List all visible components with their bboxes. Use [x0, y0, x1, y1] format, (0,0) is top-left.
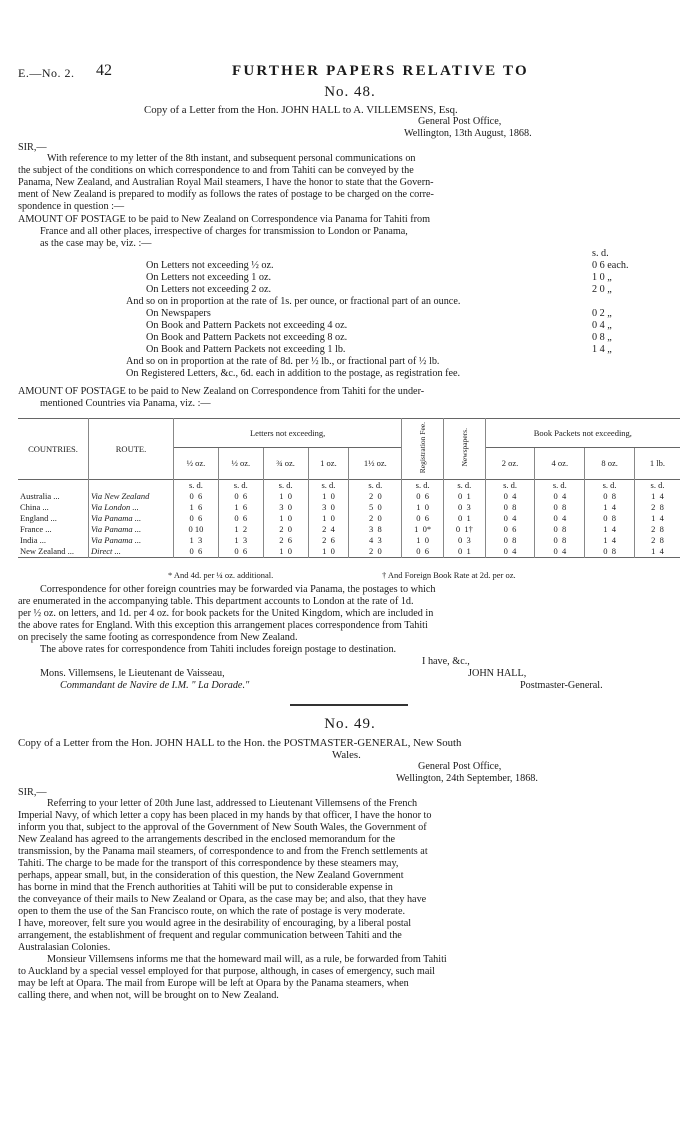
letter-48-body-line: the subject of the conditions on which correspondence to and from Tahiti can be conveyed by the [18, 165, 414, 176]
rate-cell: 1 3 [174, 535, 219, 546]
rate-cell: 0 8 [585, 546, 635, 558]
table-row [18, 513, 680, 524]
letter-48-number: No. 48. [324, 84, 376, 100]
rate-cell: 1 6 [218, 502, 263, 513]
rate-amount: 1 4 „ [592, 344, 612, 355]
sd-label: s. d. [402, 480, 444, 492]
table-row [18, 535, 680, 546]
letter-49-heading-2: Wales. [332, 749, 361, 761]
rate-cell: 1 4 [634, 546, 680, 558]
so-on-line: And so on in proportion at the rate of 1s. per ounce, or fractional part of an ounce. [126, 296, 461, 307]
signer-name: JOHN HALL, [468, 668, 527, 679]
route-cell: Via Panama ... [89, 535, 174, 546]
letter-49-body-line: calling there, and when not, will be brought on to New Zealand. [18, 990, 279, 1001]
rate-cell: 2 0 [263, 524, 308, 535]
book-weight: 1 lb. [634, 448, 680, 480]
rate-cell: 2 6 [308, 535, 349, 546]
rate-cell: 2 0 [349, 513, 402, 524]
section-divider [290, 704, 408, 706]
rate-cell: 0 8 [535, 535, 585, 546]
registered-line: On Registered Letters, &c., 6d. each in addition to the postage, as registration fee. [126, 368, 461, 379]
letter-49-office: General Post Office, [418, 761, 502, 772]
postage-rates-table [18, 418, 680, 558]
table-footnote-1: * And 4d. per ¼ oz. additional. [168, 570, 274, 580]
rate-cell: 4 3 [349, 535, 402, 546]
letter-49-body-line: arrangement, the establishment of frequent and regular communication between Tahiti and the [18, 930, 402, 941]
rate-cell: 0 1 [443, 491, 485, 502]
country-cell: India ... [20, 535, 46, 545]
table-row [18, 502, 680, 513]
amount-heading-line: as the case may be, viz. :— [40, 238, 152, 249]
letter-49-body-line: the conveyance of their mails to New Zealand or Opara, as the case may be; and also, that they have [18, 894, 427, 905]
rate-cell: 0 6 [218, 491, 263, 502]
letter-49-body-line: Imperial Navy, of which letter a copy has been placed in my hands by that officer, I have the honor to [18, 810, 432, 821]
route-cell: Via Panama ... [89, 524, 174, 535]
sd-label: s. d. [485, 480, 535, 492]
rate-cell: 0 6 [402, 546, 444, 558]
rate-cell: 0 8 [535, 524, 585, 535]
amount2-line: AMOUNT OF POSTAGE to be paid to New Zealand on Correspondence from Tahiti for the under- [18, 386, 425, 397]
letter-weight: 1 oz. [308, 448, 349, 480]
closing-line: Correspondence for other foreign countries may be forwarded via Panama, the postages to which [40, 584, 436, 595]
addressee-line-2: Commandant de Navire de I.M. " La Dorade." [60, 680, 250, 691]
sd-label: s. d. [308, 480, 349, 492]
col-route: ROUTE. [89, 419, 174, 480]
letter-48-body-line: With reference to my letter of the 8th instant, and subsequent personal communications on [47, 153, 416, 164]
country-cell: France ... [20, 524, 52, 534]
rate-cell: 1 2 [218, 524, 263, 535]
country-cell: England ... [20, 513, 57, 523]
sd-label: s. d. [218, 480, 263, 492]
letter-48-office: General Post Office, [418, 116, 502, 127]
letter-48-body-line: Panama, New Zealand, and Australian Royal Mail steamers, I have the honor to state that the Govern- [18, 177, 434, 188]
country-cell: China ... [20, 502, 49, 512]
rate-label: On Book and Pattern Packets not exceeding 1 lb. [146, 344, 346, 355]
letter-49-body-line: I have, moreover, felt sure you would agree in the desirability of encouraging, by a liberal postal [18, 918, 412, 929]
rate-amount: 0 4 „ [592, 320, 612, 331]
letter-49-body-line: Monsieur Villemsens informs me that the homeward mail will, as a rule, be forwarded from Tahiti [47, 954, 447, 965]
rate-amount: 1 0 „ [592, 272, 612, 283]
letter-49-body-line: open to them the use of the San Francisco route, on which the rate of postage is very moderate. [18, 906, 406, 917]
rate-cell: 1 0 [308, 513, 349, 524]
rate-cell: 1 4 [585, 502, 635, 513]
rate-cell: 1 4 [585, 524, 635, 535]
rate-cell: 0 6 [218, 546, 263, 558]
rate-label: On Letters not exceeding ½ oz. [146, 260, 274, 271]
letter-49-body-line: Tahiti. The charge to be made for the transport of this correspondence by these steamers may, [18, 858, 399, 869]
rate-cell: 0 6 [174, 546, 219, 558]
letter-49-body-line: transmission, by the Panama mail steamers, of correspondence to and from the French settlements at [18, 846, 428, 857]
rate-cell: 0 4 [535, 546, 585, 558]
letter-49-body-line: perhaps, appear small, but, in the consideration of this question, the New Zealand Government [18, 870, 404, 881]
rate-label: On Letters not exceeding 1 oz. [146, 272, 272, 283]
rate-cell: 3 0 [263, 502, 308, 513]
rate-cell: 2 0 [349, 491, 402, 502]
closing-line: on precisely the same footing as correspondence from New Zealand. [18, 632, 298, 643]
rate-amount: 2 0 „ [592, 284, 612, 295]
rate-label: On Book and Pattern Packets not exceeding 8 oz. [146, 332, 348, 343]
rate-cell: 2 8 [634, 535, 680, 546]
route-cell: Via Panama ... [89, 513, 174, 524]
letter-49-salutation: SIR,— [18, 787, 47, 798]
rate-cell: 0 8 [485, 502, 535, 513]
letter-weight: 1½ oz. [349, 448, 402, 480]
route-cell: Via London ... [89, 502, 174, 513]
rate-cell: 1 0 [308, 491, 349, 502]
rate-cell: 0 4 [485, 546, 535, 558]
rate-amount: 0 2 „ [592, 308, 612, 319]
letter-49-body-line: Referring to your letter of 20th June last, addressed to Lieutenant Villemsens of the French [47, 798, 418, 809]
sd-label: s. d. [174, 480, 219, 492]
closing-line: per ½ oz. on letters, and 1d. per 4 oz. for book packets for the United Kingdom, which are included in [18, 608, 434, 619]
sign-have: I have, &c., [422, 656, 470, 667]
rate-cell: 2 8 [634, 502, 680, 513]
rate-label: On Book and Pattern Packets not exceeding 4 oz. [146, 320, 348, 331]
table-footnote-2: † And Foreign Book Rate at 2d. per oz. [382, 570, 516, 580]
rate-cell: 1 0 [263, 491, 308, 502]
letter-48-salutation: SIR,— [18, 142, 47, 153]
so-on-line: And so on in proportion at the rate of 8d. per ½ lb., or fractional part of ½ lb. [126, 356, 440, 367]
rate-cell: 0 4 [535, 491, 585, 502]
rate-cell: 1 3 [218, 535, 263, 546]
rate-cell: 3 0 [308, 502, 349, 513]
rate-cell: 2 0 [349, 546, 402, 558]
closing-line: the above rates for England. With this exception this arrangement places correspondence from Tahiti [18, 620, 428, 631]
rate-cell: 1 0 [263, 513, 308, 524]
closing-line: The above rates for correspondence from Tahiti includes foreign postage to destination. [40, 644, 397, 655]
amount-heading-line: AMOUNT OF POSTAGE to be paid to New Zealand on Correspondence via Panama for Tahiti from [18, 214, 431, 225]
rate-cell: 1 0* [402, 524, 444, 535]
rate-cell: 1 4 [634, 513, 680, 524]
rate-cell: 2 8 [634, 524, 680, 535]
addressee-line-1: Mons. Villemsens, le Lieutenant de Vaisseau, [40, 668, 225, 679]
letter-49-body-line: New Zealand has agreed to the arrangements described in the enclosed memorandum for the [18, 834, 396, 845]
sd-label: s. d. [585, 480, 635, 492]
col-letters: Letters not exceeding, [174, 419, 402, 448]
rate-cell: 3 8 [349, 524, 402, 535]
rate-cell: 0 1 [443, 546, 485, 558]
rate-label: On Letters not exceeding 2 oz. [146, 284, 272, 295]
route-cell: Direct ... [89, 546, 174, 558]
book-weight: 8 oz. [585, 448, 635, 480]
rate-label: On Newspapers [146, 308, 211, 319]
sd-header: s. d. [592, 248, 609, 259]
rate-cell: 1 6 [174, 502, 219, 513]
letter-48-body-line: spondence in question :— [18, 201, 125, 212]
closing-line: are enumerated in the accompanying table. This department accounts to London at the rate of 1d. [18, 596, 414, 607]
letter-49-body-line: inform you that, subject to the approval of the Government of New South Wales, the Government of [18, 822, 427, 833]
table-row [18, 546, 680, 558]
amount-heading-line: France and all other places, irrespective of charges for transmission to London or Panama, [40, 226, 408, 237]
rate-cell: 0 3 [443, 535, 485, 546]
rate-cell: 2 4 [308, 524, 349, 535]
rate-cell: 0 3 [443, 502, 485, 513]
country-cell: Australia ... [20, 491, 60, 501]
rate-cell: 2 6 [263, 535, 308, 546]
sd-label: s. d. [535, 480, 585, 492]
rate-cell: 0 4 [535, 513, 585, 524]
rate-cell: 0 4 [485, 513, 535, 524]
col-newspapers: Newspapers. [459, 428, 469, 467]
sd-label: s. d. [349, 480, 402, 492]
rate-cell: 0 6 [174, 513, 219, 524]
rate-cell: 0 10 [174, 524, 219, 535]
rate-cell: 0 6 [402, 491, 444, 502]
letter-weight: ½ oz. [218, 448, 263, 480]
rate-cell: 5 0 [349, 502, 402, 513]
letter-48-body-line: ment of New Zealand is prepared to modify as follows the rates of postage to be charged on the corre- [18, 189, 434, 200]
rate-cell: 0 6 [402, 513, 444, 524]
letter-49-body-line: has borne in mind that the French authorities at Tahiti will be put to considerable expense in [18, 882, 393, 893]
rate-cell: 0 1 [443, 513, 485, 524]
rate-cell: 0 8 [585, 513, 635, 524]
letter-49-body-line: to Auckland by a special vessel employed for that purpose, although, in cases of emergency, such mail [18, 966, 436, 977]
table-row [18, 491, 680, 502]
rate-cell: 1 4 [634, 491, 680, 502]
page-number: 42 [96, 62, 112, 79]
letter-49-body-line: may be left at Opara. The mail from Europe will be left at Opara by the Panama steamers, when [18, 978, 409, 989]
sd-label: s. d. [634, 480, 680, 492]
rate-cell: 1 0 [402, 535, 444, 546]
rate-cell: 1 0 [263, 546, 308, 558]
rate-amount: 0 8 „ [592, 332, 612, 343]
document-reference: E.—No. 2. [18, 66, 75, 80]
letter-49-body-line: Australasian Colonies. [18, 942, 111, 953]
book-weight: 2 oz. [485, 448, 535, 480]
rate-cell: 0 6 [218, 513, 263, 524]
letter-weight: ¾ oz. [263, 448, 308, 480]
rate-cell: 0 8 [485, 535, 535, 546]
rate-cell: 0 1† [443, 524, 485, 535]
letter-48-heading: Copy of a Letter from the Hon. JOHN HALL to A. VILLEMSENS, Esq. [144, 104, 458, 116]
sd-label: s. d. [443, 480, 485, 492]
letter-48-date: Wellington, 13th August, 1868. [404, 128, 532, 139]
col-registration: Registration Fee. [418, 421, 428, 474]
letter-49-number: No. 49. [324, 716, 376, 732]
letter-49-heading-1: Copy of a Letter from the Hon. JOHN HALL to the Hon. the POSTMASTER-GENERAL, New South [18, 737, 462, 749]
col-countries: COUNTRIES. [28, 443, 78, 454]
rate-cell: 1 0 [308, 546, 349, 558]
rate-cell: 0 8 [585, 491, 635, 502]
amount2-line: mentioned Countries via Panama, viz. :— [40, 398, 211, 409]
table-row [18, 524, 680, 535]
letter-weight: ½ oz. [174, 448, 219, 480]
rate-cell: 0 8 [535, 502, 585, 513]
signer-title: Postmaster-General. [520, 680, 603, 691]
rate-cell: 0 4 [485, 491, 535, 502]
country-cell: New Zealand ... [20, 546, 75, 556]
col-book: Book Packets not exceeding, [485, 419, 680, 448]
rate-cell: 0 6 [174, 491, 219, 502]
rate-amount: 0 6 each. [592, 260, 629, 271]
running-title: FURTHER PAPERS RELATIVE TO [232, 63, 529, 79]
rate-cell: 1 4 [585, 535, 635, 546]
sd-label: s. d. [263, 480, 308, 492]
letter-49-date: Wellington, 24th September, 1868. [396, 773, 538, 784]
rate-cell: 1 0 [402, 502, 444, 513]
rate-cell: 0 6 [485, 524, 535, 535]
book-weight: 4 oz. [535, 448, 585, 480]
route-cell: Via New Zealand [89, 491, 174, 502]
